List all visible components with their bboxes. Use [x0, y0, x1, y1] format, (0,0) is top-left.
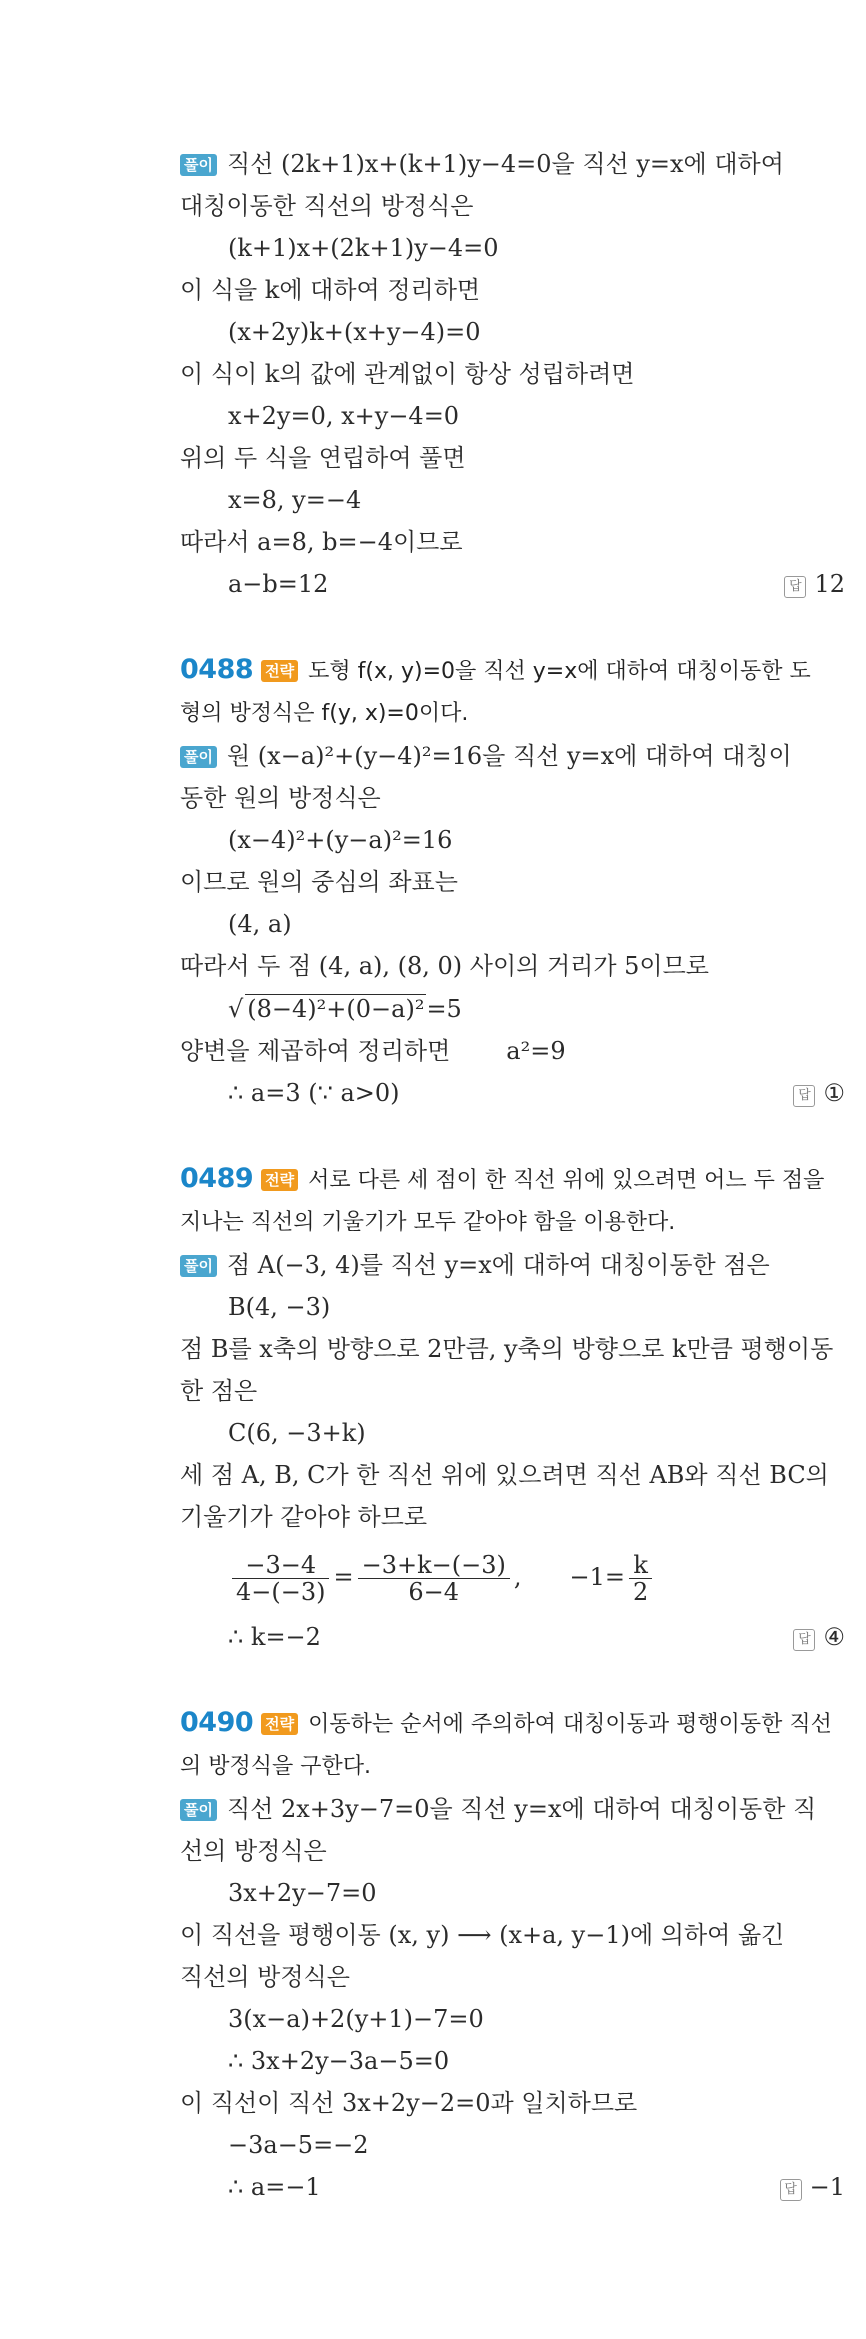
equation: ∴ k=−2 — [228, 1623, 321, 1651]
solution-text: 이므로 원의 중심의 좌표는 — [180, 868, 458, 896]
solution-text: 한 점은 — [180, 1377, 258, 1405]
equation: =5 — [426, 995, 462, 1023]
solution-badge: 풀이 — [180, 746, 217, 768]
problem-number: 0490 — [180, 1707, 254, 1738]
answer-box — [780, 2173, 845, 2201]
equation: −3a−5=−2 — [228, 2131, 369, 2159]
equation: (k+1)x+(2k+1)y−4=0 — [228, 234, 499, 262]
slope-equation: $\frac{-3-4}{4-(-3)}$ = $\frac{-3+k-(-3)}{6-4}$ , −1= $\frac{k}{2}$ — [180, 1545, 845, 1609]
solution-text: 세 점 A, B, C가 한 직선 위에 있으려면 직선 AB와 직선 BC의 — [180, 1461, 829, 1489]
solution-text: 이 직선을 평행이동 (x, y) ⟶ (x+a, y−1)에 의하여 옮긴 — [180, 1921, 785, 1949]
answer-icon: 답 — [793, 1629, 815, 1651]
sqrt-symbol: √ — [228, 995, 244, 1023]
solution-text: 이 식을 k에 대하여 정리하면 — [180, 276, 481, 304]
solution-badge: 풀이 — [180, 154, 217, 176]
equation: x=8, y=−4 — [228, 486, 362, 514]
problem-number: 0488 — [180, 654, 254, 685]
solution-badge: 풀이 — [180, 1255, 217, 1277]
problem-0490-solution — [180, 1709, 845, 2201]
equation: ∴ a=3 (∵ a>0) — [228, 1079, 400, 1107]
equation: ∴ a=−1 — [228, 2173, 321, 2201]
problem-0487-solution — [180, 150, 845, 598]
equation: 3x+2y−7=0 — [228, 1879, 377, 1907]
equation: (x−4)²+(y−a)²=16 — [228, 826, 453, 854]
answer-box — [784, 570, 845, 598]
solution-text: 따라서 두 점 (4, a), (8, 0) 사이의 거리가 5이므로 — [180, 952, 709, 980]
solution-text: 원 (x−a)²+(y−4)²=16을 직선 y=x에 대하여 대칭이 — [226, 742, 792, 770]
answer-icon: 답 — [784, 576, 806, 598]
answer-value: ④ — [823, 1623, 845, 1651]
answer-box — [793, 1623, 845, 1651]
equation: ∴ 3x+2y−3a−5=0 — [228, 2047, 450, 2075]
strategy-text: 지나는 직선의 기울기가 모두 같아야 함을 이용한다. — [180, 1210, 676, 1235]
strategy-text: 서로 다른 세 점이 한 직선 위에 있으려면 어느 두 점을 — [308, 1168, 825, 1193]
answer-value: ① — [823, 1079, 845, 1107]
fraction: $\frac{-3-4}{4-(-3)}$ — [232, 1552, 329, 1605]
solution-text: 점 A(−3, 4)를 직선 y=x에 대하여 대칭이동한 점은 — [226, 1251, 770, 1279]
fraction: $\frac{-3+k-(-3)}{6-4}$ — [358, 1552, 510, 1605]
sqrt-radicand: (8−4)²+(0−a)² — [247, 995, 425, 1023]
strategy-text: 도형 f(x, y)=0을 직선 y=x에 대하여 대칭이동한 도 — [308, 659, 811, 684]
solution-text: 이 직선이 직선 3x+2y−2=0과 일치하므로 — [180, 2089, 638, 2117]
solution-text: 기울기가 같아야 하므로 — [180, 1503, 428, 1531]
solution-badge: 풀이 — [180, 1799, 217, 1821]
strategy-badge: 전략 — [261, 660, 298, 682]
equation: a−b=12 — [228, 570, 329, 598]
solution-text: 따라서 a=8, b=−4이므로 — [180, 528, 463, 556]
solution-text: 직선 2x+3y−7=0을 직선 y=x에 대하여 대칭이동한 직 — [226, 1795, 817, 1823]
strategy-badge: 전략 — [261, 1169, 298, 1191]
equation: a²=9 — [506, 1037, 566, 1065]
solution-text: 점 B를 x축의 방향으로 2만큼, y축의 방향으로 k만큼 평행이동 — [180, 1335, 834, 1363]
answer-icon: 답 — [780, 2179, 802, 2201]
solution-text: 위의 두 식을 연립하여 풀면 — [180, 444, 466, 472]
equation: (x+2y)k+(x+y−4)=0 — [228, 318, 481, 346]
solution-text: 직선 (2k+1)x+(k+1)y−4=0을 직선 y=x에 대하여 — [226, 150, 784, 178]
answer-box — [793, 1079, 845, 1107]
solution-text: 양변을 제곱하여 정리하면 — [180, 1037, 451, 1065]
problem-number: 0489 — [180, 1163, 254, 1194]
strategy-text: 형의 방정식은 f(y, x)=0이다. — [180, 701, 469, 726]
fraction: $\frac{k}{2}$ — [629, 1552, 652, 1605]
solution-text: 직선의 방정식은 — [180, 1963, 350, 1991]
answer-value: 12 — [814, 570, 845, 598]
problem-0488-solution — [180, 656, 845, 1107]
equation: x+2y=0, x+y−4=0 — [228, 402, 460, 430]
solution-text: 이 식이 k의 값에 관계없이 항상 성립하려면 — [180, 360, 635, 388]
solution-text: 선의 방정식은 — [180, 1837, 327, 1865]
problem-0489-solution — [180, 1165, 845, 1651]
solution-page — [180, 150, 845, 2215]
answer-value: −1 — [809, 2173, 845, 2201]
equation: 3(x−a)+2(y+1)−7=0 — [228, 2005, 484, 2033]
strategy-badge: 전략 — [261, 1713, 298, 1735]
solution-text: 동한 원의 방정식은 — [180, 784, 381, 812]
strategy-text: 의 방정식을 구한다. — [180, 1754, 371, 1779]
solution-text: 대칭이동한 직선의 방정식은 — [180, 192, 474, 220]
answer-icon: 답 — [793, 1085, 815, 1107]
equation: (4, a) — [228, 910, 292, 938]
strategy-text: 이동하는 순서에 주의하여 대칭이동과 평행이동한 직선 — [308, 1712, 832, 1737]
equation: B(4, −3) — [228, 1293, 331, 1321]
equation: C(6, −3+k) — [228, 1419, 366, 1447]
